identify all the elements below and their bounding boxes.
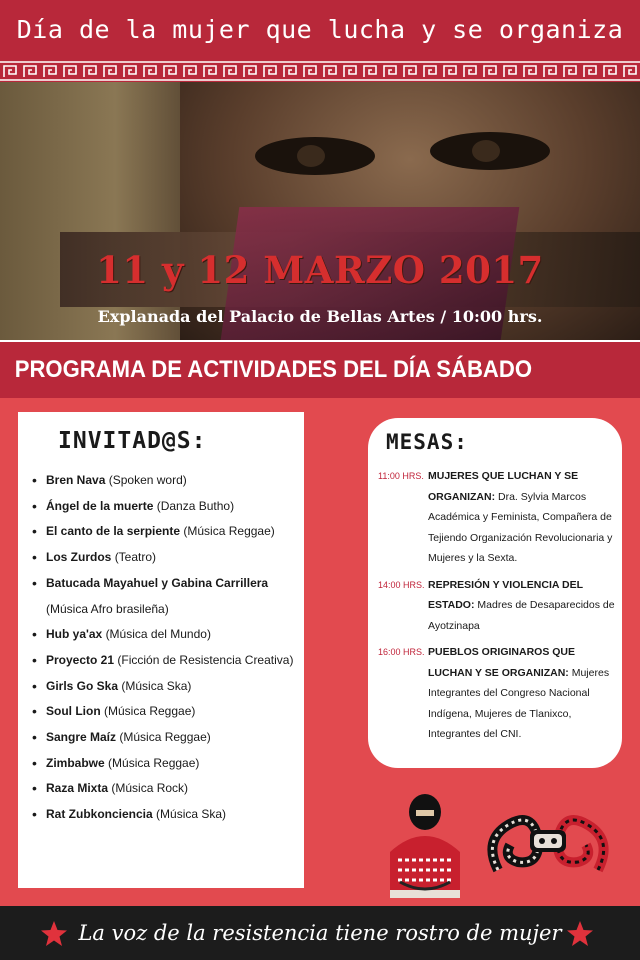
guest-genre: (Música Ska) xyxy=(121,678,192,693)
mesas-list xyxy=(378,466,618,751)
greek-key-segment xyxy=(84,66,96,77)
greek-key-segment xyxy=(144,66,156,77)
mesa-item xyxy=(378,575,618,637)
footer-slogan: La voz de la resistencia tiene rostro de mujer xyxy=(78,921,562,945)
greek-key-segment xyxy=(124,66,136,77)
guest-item xyxy=(32,776,298,802)
guest-genre: (Teatro) xyxy=(114,550,157,565)
eye-left xyxy=(255,137,375,175)
greek-key-segment xyxy=(584,66,596,77)
mesa-time: 11:00 HRS. xyxy=(378,471,424,481)
program-title: PROGRAMA DE ACTIVIDADES DEL DÍA SÁBADO xyxy=(14,356,533,383)
guest-item xyxy=(32,545,298,571)
greek-key-pattern xyxy=(0,60,640,82)
hero-photo xyxy=(0,82,640,340)
greek-key-segment xyxy=(404,66,416,77)
guest-genre: (Música Reggae) xyxy=(119,730,211,745)
greek-key-segment xyxy=(44,66,56,77)
guest-item xyxy=(32,622,298,648)
greek-key-segment xyxy=(604,66,616,77)
guest-item xyxy=(32,725,298,751)
greek-key-segment xyxy=(224,66,236,77)
guest-genre: (Música Ska) xyxy=(156,807,227,822)
footer-bar xyxy=(0,906,640,960)
guest-genre: (Música Rock) xyxy=(111,781,189,796)
guest-name: Batucada Mayahuel y Gabina Carrillera xyxy=(46,575,269,590)
eye-right xyxy=(430,132,550,170)
guest-genre: (Spoken word) xyxy=(108,473,187,487)
mesa-topic: MUJERES QUE LUCHAN Y SE ORGANIZAN: xyxy=(428,470,579,503)
greek-key-segment xyxy=(324,66,336,77)
greek-key-segment xyxy=(204,66,216,77)
greek-key-segment xyxy=(264,66,276,77)
guest-name: Zimbabwe xyxy=(46,755,105,770)
mesas-card xyxy=(368,418,622,768)
guest-genre: (Música Reggae) xyxy=(108,755,200,770)
program-bar xyxy=(0,340,640,398)
guest-name: Girls Go Ska xyxy=(46,678,119,693)
mesa-time: 16:00 HRS. xyxy=(378,647,425,657)
greek-key-segment xyxy=(184,66,196,77)
greek-key-segment xyxy=(364,66,376,77)
star-icon xyxy=(40,920,68,948)
guest-name: Los Zurdos xyxy=(46,550,112,565)
guest-genre: (Música Afro brasileña) xyxy=(46,601,169,616)
event-venue: Explanada del Palacio de Bellas Artes / 10:00 hrs. xyxy=(97,307,543,326)
mesa-topic: PUEBLOS ORIGINAROS QUE LUCHAN Y SE ORGANIZAN: xyxy=(428,646,576,679)
guest-item xyxy=(32,519,298,545)
guest-name: Raza Mixta xyxy=(46,781,109,796)
mesa-detail: Madres de Desaparecidos de Ayotzinapa xyxy=(428,599,615,632)
guest-item xyxy=(32,802,298,828)
header-bar xyxy=(0,0,640,60)
guest-name: Sangre Maíz xyxy=(46,730,117,745)
greek-key-segment xyxy=(4,66,16,77)
greek-key-segment xyxy=(444,66,456,77)
mesa-detail: Dra. Sylvia Marcos Académica y Feminista, Compañera de Tejiendo Organización Revolucionaria y Mujeres y la Sexta. xyxy=(428,490,613,564)
guest-name: Proyecto 21 xyxy=(46,652,115,667)
guest-item xyxy=(32,674,298,700)
zapatista-figure-icon xyxy=(380,790,470,898)
guests-list xyxy=(32,468,298,828)
greek-key-segment xyxy=(564,66,576,77)
mesa-item xyxy=(378,466,618,569)
guests-title: INVITAD@S: xyxy=(58,428,207,454)
guest-genre: (Danza Butho) xyxy=(156,498,235,513)
greek-key-segment xyxy=(484,66,496,77)
guest-item xyxy=(32,648,298,674)
serpent-icon xyxy=(478,800,618,890)
greek-key-segment xyxy=(504,66,516,77)
mesa-detail: Mujeres Integrantes del Congreso Nacional Indígena, Mujeres de Tlanixco, Integrantes del CNI. xyxy=(428,666,610,740)
guest-name: Hub ya'ax xyxy=(46,627,103,642)
greek-key-segment xyxy=(304,66,316,77)
greek-key-segment xyxy=(544,66,556,77)
guest-name: El canto de la serpiente xyxy=(46,524,181,539)
guest-name: Rat Zubkonciencia xyxy=(46,807,153,822)
guest-item xyxy=(32,571,298,622)
greek-key-segment xyxy=(384,66,396,77)
greek-key-segment xyxy=(104,66,116,77)
guest-genre: (Música Reggae) xyxy=(104,704,196,719)
guest-item xyxy=(32,494,298,520)
greek-key-segment xyxy=(344,66,356,77)
greek-key-segment xyxy=(244,66,256,77)
mesa-time: 14:00 HRS. xyxy=(378,579,425,590)
guest-genre: (Ficción de Resistencia Creativa) xyxy=(117,652,294,667)
guest-name: Ángel de la muerte xyxy=(46,498,154,513)
guests-card xyxy=(18,412,304,888)
guest-name: Soul Lion xyxy=(46,704,101,719)
mesas-title: MESAS: xyxy=(386,430,468,454)
guest-genre: (Música del Mundo) xyxy=(105,627,211,642)
greek-key-segment xyxy=(524,66,536,77)
guest-genre: (Música Reggae) xyxy=(183,524,275,539)
event-dates: 11 y 12 MARZO 2017 xyxy=(96,248,544,292)
guest-name: Bren Nava xyxy=(46,473,106,487)
greek-key-segment xyxy=(284,66,296,77)
guest-item xyxy=(32,751,298,777)
mesa-topic: REPRESIÓN Y VIOLENCIA DEL ESTADO: xyxy=(428,578,583,611)
greek-key-segment xyxy=(464,66,476,77)
poster-title: Día de la mujer que lucha y se organiza xyxy=(16,15,624,44)
greek-key-segment xyxy=(64,66,76,77)
guest-item xyxy=(32,699,298,725)
greek-key-segment xyxy=(624,66,636,77)
guest-item xyxy=(32,468,298,494)
mesa-item xyxy=(378,642,618,745)
star-icon xyxy=(566,920,594,948)
greek-key-segment xyxy=(24,66,36,77)
greek-key-segment xyxy=(424,66,436,77)
greek-key-segment xyxy=(164,66,176,77)
